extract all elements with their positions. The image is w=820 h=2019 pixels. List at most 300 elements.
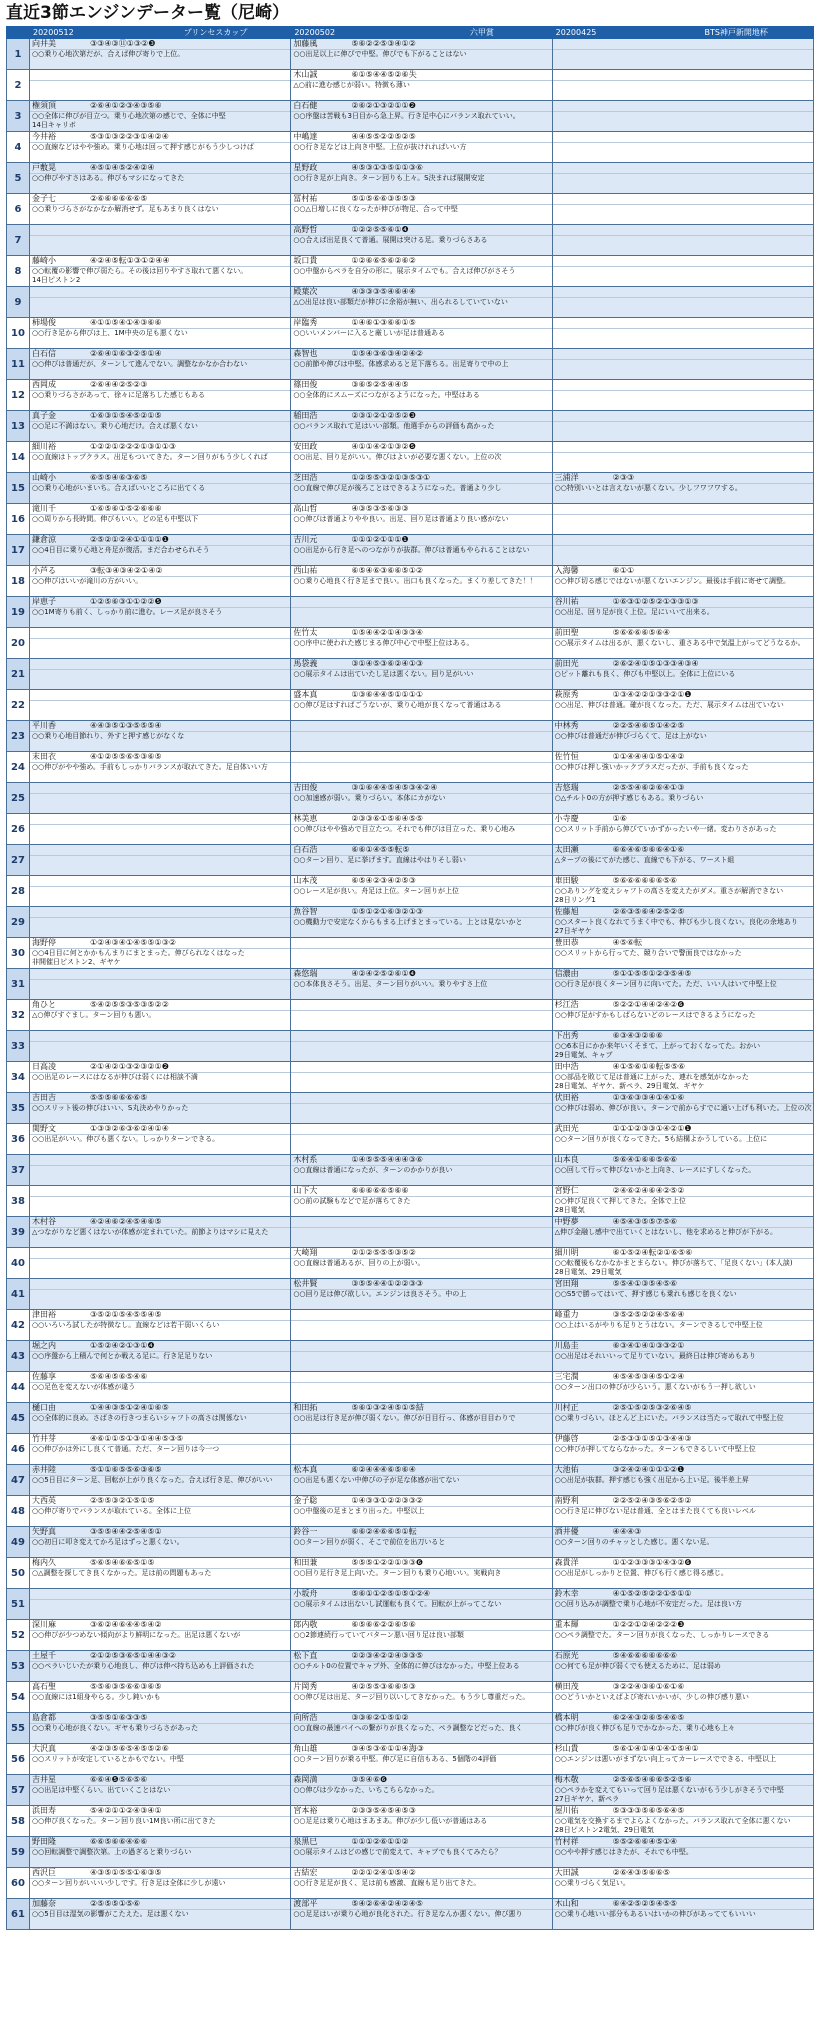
race-results: ③③⑥②①⑤①② bbox=[351, 1713, 409, 1722]
engine-comment: ○△チルト0の方が押す感じもある。乗りづらい bbox=[554, 794, 704, 802]
engine-comment: ○○乗りづらさがなかなか解消せず。足もあまり良くはない bbox=[32, 205, 219, 213]
race-results: ③②②④③⑥①⑥①⑥ bbox=[612, 1682, 685, 1691]
table-body bbox=[7, 39, 814, 1930]
racer-line bbox=[291, 132, 551, 143]
race-results: ②③③⑤④⑤④⑤③ bbox=[351, 1806, 416, 1815]
engine-cell bbox=[30, 1465, 291, 1496]
engine-comment: ○○機動力で安定なくからもまる上げまとまっている。上とは見ないかと bbox=[293, 918, 523, 926]
row-number: 57 bbox=[7, 1775, 30, 1806]
race-results: ①①①②⑥①①② bbox=[351, 1837, 409, 1846]
engine-cell bbox=[552, 566, 813, 597]
engine-comment: ○○足足はいが乗り心地が良化された。行き足なんか悪くない。伸び悪り bbox=[293, 1910, 523, 1918]
racer-line bbox=[553, 101, 813, 112]
engine-comment: ○○出足がしっかりと位置、伸びも行く感じ得る感じ。 bbox=[554, 1569, 728, 1577]
racer-line bbox=[30, 690, 290, 701]
engine-cell bbox=[30, 1496, 291, 1527]
racer-line bbox=[553, 1217, 813, 1228]
engine-cell bbox=[552, 1341, 813, 1372]
racer-name: 吉田吉 bbox=[32, 1093, 56, 1102]
racer-name: 日高凌 bbox=[32, 1062, 56, 1071]
engine-cell bbox=[552, 442, 813, 473]
engine-comment: ○○行き足などは上向き中堅。上位が抜けれればいい方 bbox=[293, 143, 467, 151]
row-number: 59 bbox=[7, 1837, 30, 1868]
engine-cell bbox=[291, 287, 552, 318]
racer-line bbox=[291, 1403, 551, 1414]
engine-comment: ○○乗り心地次第だが、合えば伸び寄りで上位。 bbox=[32, 50, 185, 58]
engine-cell bbox=[291, 1651, 552, 1682]
racer-line bbox=[553, 690, 813, 701]
engine-comment: ○○5日目にターン足、回転が上がり良くなった。合えば行き足、伸びがいい bbox=[32, 1476, 273, 1484]
race-results: ⑥③④①④①③③②① bbox=[612, 1341, 685, 1350]
row-number: 31 bbox=[7, 969, 30, 1000]
racer-line bbox=[553, 1899, 813, 1910]
racer-line bbox=[291, 1744, 551, 1755]
engine-comment: ○○本体良さそう。出足、ターン回りがいい。乗りやすさ上位 bbox=[293, 980, 488, 988]
racer-name: 星野政 bbox=[293, 163, 318, 172]
table-row bbox=[7, 1155, 814, 1186]
race-results: ③⑤⑤④④①②②③③ bbox=[351, 1279, 424, 1288]
race-results: ①④⑤⑤⑤④④④③⑥ bbox=[351, 1155, 424, 1164]
row-number: 42 bbox=[7, 1310, 30, 1341]
row-number: 28 bbox=[7, 876, 30, 907]
race-results: ⑤⑥①③②④⑤①⑤結 bbox=[351, 1403, 424, 1412]
racer-line bbox=[291, 938, 551, 949]
row-number: 61 bbox=[7, 1899, 30, 1930]
engine-comment: ○○6本日にかか来年いくそまて、上がっておくなってた。おかい bbox=[554, 1042, 761, 1050]
racer-line bbox=[553, 504, 813, 515]
engine-cell bbox=[291, 1868, 552, 1899]
engine-cell bbox=[552, 1434, 813, 1465]
race-results: ①④③③①②②③③② bbox=[351, 1496, 424, 1505]
table-row bbox=[7, 318, 814, 349]
table-row bbox=[7, 597, 814, 628]
table-row bbox=[7, 1558, 814, 1589]
row-number: 5 bbox=[7, 163, 30, 194]
engine-cell bbox=[30, 1651, 291, 1682]
race-results: ①②②①②②②①③①①③ bbox=[90, 442, 177, 451]
table-row bbox=[7, 783, 814, 814]
engine-cell bbox=[552, 1310, 813, 1341]
racer-line bbox=[291, 907, 551, 918]
racer-line bbox=[553, 938, 813, 949]
parts-note: 28日電気 bbox=[554, 1206, 585, 1214]
racer-line bbox=[553, 1124, 813, 1135]
racer-name: 泉黒巳 bbox=[293, 1837, 318, 1846]
table-row bbox=[7, 752, 814, 783]
engine-comment: ○○足色を変えないが体感が違う bbox=[32, 1383, 136, 1391]
engine-comment: ○○部品を敗じて足は普通に上がった、連れを感気がなかった bbox=[554, 1073, 749, 1081]
racer-line bbox=[291, 1527, 551, 1538]
engine-cell bbox=[291, 1372, 552, 1403]
engine-comment: ○○出足、回り足がいい。伸びはよいが必要な悪くない。上位の次 bbox=[293, 453, 502, 461]
racer-line bbox=[553, 1465, 813, 1476]
race-results: ②⑤⑤④⑥②⑥④①③ bbox=[612, 783, 685, 792]
racer-line bbox=[291, 628, 551, 639]
table-row bbox=[7, 101, 814, 132]
row-number: 35 bbox=[7, 1093, 30, 1124]
header-race-3 bbox=[552, 27, 813, 39]
engine-comment: ○○いろいろ試したが特徴なし。直線などは若干弱いくらい bbox=[32, 1321, 220, 1329]
race-results: ⑤⑤⑤⑥⑥⑥⑥⑤ bbox=[90, 1093, 148, 1102]
race-date: 20200502 bbox=[294, 28, 336, 37]
engine-cell bbox=[30, 1775, 291, 1806]
engine-comment: ○○ペラいじいたが乗り心地良し、伸びは伸べ持ち込めも上評価された bbox=[32, 1662, 255, 1670]
racer-line bbox=[30, 1682, 290, 1693]
racer-line bbox=[291, 1806, 551, 1817]
racer-line bbox=[553, 783, 813, 794]
engine-comment: ○○行き足が上向き。ターン回りも上々。S決まれば展開安定 bbox=[293, 174, 485, 182]
row-number: 24 bbox=[7, 752, 30, 783]
racer-line bbox=[553, 194, 813, 205]
racer-line bbox=[30, 1186, 290, 1197]
engine-cell bbox=[552, 1124, 813, 1155]
engine-cell bbox=[552, 1899, 813, 1930]
race-results: ②①④②①③②③②①❷ bbox=[90, 1062, 169, 1071]
racer-name: 渡部平 bbox=[293, 1899, 318, 1908]
racer-name: 佐藤享 bbox=[32, 1372, 56, 1381]
table-row bbox=[7, 690, 814, 721]
racer-line bbox=[30, 411, 290, 422]
engine-cell bbox=[552, 132, 813, 163]
race-results: ⑤①①⑤⑤①②③⑤④⑤ bbox=[612, 969, 692, 978]
racer-line bbox=[30, 318, 290, 329]
engine-comment: ○○出足がいい。伸びも悪くない。しっかりターンできる。 bbox=[32, 1135, 220, 1143]
engine-cell bbox=[291, 194, 552, 225]
racer-line bbox=[30, 752, 290, 763]
engine-cell bbox=[291, 1279, 552, 1310]
engine-cell bbox=[552, 1465, 813, 1496]
parts-note: 28日ピストン2電気、29日電気 bbox=[554, 1826, 654, 1834]
engine-comment: ○○回して行って伸びないかと上向き、レースにすしくなった。 bbox=[554, 1166, 756, 1174]
row-number: 1 bbox=[7, 39, 30, 70]
racer-name: 小芦る bbox=[32, 566, 56, 575]
engine-cell bbox=[30, 411, 291, 442]
race-results: ④①②⑤⑤⑥⑤③⑥⑤ bbox=[90, 752, 162, 761]
row-number: 37 bbox=[7, 1155, 30, 1186]
table-row bbox=[7, 1465, 814, 1496]
table-row bbox=[7, 907, 814, 938]
racer-line bbox=[291, 876, 551, 887]
table-row bbox=[7, 70, 814, 101]
racer-name: 土屋千 bbox=[32, 1651, 56, 1660]
row-number: 51 bbox=[7, 1589, 30, 1620]
table-row bbox=[7, 1713, 814, 1744]
engine-cell bbox=[552, 876, 813, 907]
racer-name: 金子七 bbox=[32, 194, 56, 203]
engine-cell bbox=[30, 1620, 291, 1651]
page-title: 直近3節エンジンデーター覧（尼崎） bbox=[6, 3, 289, 23]
racer-line bbox=[553, 1310, 813, 1321]
racer-name: 山崎小 bbox=[32, 473, 56, 482]
engine-comment: ○○電気を交換するまでよらよくなかった。バランス取れて全体に悪くない bbox=[554, 1817, 791, 1825]
engine-cell bbox=[552, 1713, 813, 1744]
racer-line bbox=[30, 1093, 290, 1104]
race-results: ⑥⑥①④⑤⑤転⑤ bbox=[351, 845, 410, 854]
table-row bbox=[7, 845, 814, 876]
racer-name: 谷川祐 bbox=[554, 597, 579, 606]
race-results: ②④⑥②④⑥④②⑤② bbox=[612, 1186, 685, 1195]
table-row bbox=[7, 1837, 814, 1868]
race-results: ⑥⑥④⑥⑤⑥⑥④①⑥ bbox=[612, 845, 685, 854]
racer-line bbox=[553, 1620, 813, 1631]
engine-comment: ○○何ても足が伸び弱くでも使えるために、足は弱め bbox=[554, 1662, 721, 1670]
engine-cell bbox=[552, 380, 813, 411]
engine-comment: ○○乗りづらさがあって、徐々に足落ちした感じもある bbox=[32, 391, 206, 399]
racer-line bbox=[30, 1465, 290, 1476]
racer-name: 岸恵子 bbox=[32, 597, 56, 606]
engine-cell bbox=[30, 1124, 291, 1155]
racer-name: 大沢真 bbox=[32, 1744, 56, 1753]
engine-comment: ○○直線の最速パイへの繋がりが良くなった、ペラ調整などだった、良く bbox=[293, 1724, 523, 1732]
racer-name: 角山雄 bbox=[293, 1744, 318, 1753]
row-number: 40 bbox=[7, 1248, 30, 1279]
race-results: ⑤⑤②⑥⑥④⑤①④ bbox=[612, 1837, 678, 1846]
race-results: ①⑥ bbox=[612, 814, 627, 823]
racer-line bbox=[30, 504, 290, 515]
race-results: ⑤⑤⑥③⑤⑥⑥③⑥⑤ bbox=[90, 1682, 162, 1691]
racer-name: 三宅潤 bbox=[554, 1372, 579, 1381]
racer-name: 西山祐 bbox=[293, 566, 318, 575]
engine-cell bbox=[291, 101, 552, 132]
racer-name: 宮本裕 bbox=[293, 1806, 318, 1815]
engine-comment: ○○ありングを変えシャフトの高さを変えたがダメ。重さが解消できない bbox=[554, 887, 784, 895]
engine-cell bbox=[552, 1279, 813, 1310]
engine-comment: ○○伸び足は出足、タージ回り以いしてきなかった。もう少し尊重だった。 bbox=[293, 1693, 530, 1701]
racer-line bbox=[30, 1775, 290, 1786]
racer-line bbox=[30, 721, 290, 732]
engine-cell bbox=[30, 194, 291, 225]
engine-comment: ○○スリット後の伸びはいい、S丸決めやりかった bbox=[32, 1104, 189, 1112]
engine-comment: ○○5日目は湿気の影響がこたえた。足は悪くない bbox=[32, 1910, 189, 1918]
racer-name: 木村谷 bbox=[32, 1217, 56, 1226]
race-results: ④⑤④③⑤⑤⑦⑤⑥ bbox=[612, 1217, 678, 1226]
racer-line bbox=[553, 225, 813, 236]
race-results: ⑥⑤④②③④②⑤③ bbox=[351, 876, 416, 885]
row-number: 11 bbox=[7, 349, 30, 380]
racer-line bbox=[291, 1868, 551, 1879]
engine-comment: ○○出足が抜群。押す感じも強く出足から上い足。後半差上昇 bbox=[554, 1476, 749, 1484]
race-results: ④③⑤①⑤⑤①⑥③⑤ bbox=[90, 1868, 162, 1877]
racer-line bbox=[291, 1558, 551, 1569]
engine-comment: ○○展示タイムはどの感じで前変えて、キャブでも良くてみたら？ bbox=[293, 1848, 502, 1856]
racer-line bbox=[291, 1713, 551, 1724]
race-results: ④②④⑤転①③①②④④ bbox=[90, 256, 170, 265]
race-results: ⑤③①③②②③①④②④ bbox=[90, 132, 169, 141]
table-row bbox=[7, 1031, 814, 1062]
race-results: ①⑥⑤⑥①⑤②⑥⑥⑥ bbox=[90, 504, 162, 513]
racer-line bbox=[553, 1403, 813, 1414]
engine-cell bbox=[30, 535, 291, 566]
racer-line bbox=[30, 287, 290, 298]
racer-line bbox=[291, 783, 551, 794]
engine-comment: ○○回転調整で調整次第。上の過ぎると乗りづらい bbox=[32, 1848, 192, 1856]
engine-cell bbox=[552, 1837, 813, 1868]
engine-comment: ○○転覆後もなかなかまとまらない。伸びが落ちて、「足良くない」(本人談) bbox=[554, 1259, 793, 1267]
racer-line bbox=[30, 814, 290, 825]
racer-name: 津田裕 bbox=[32, 1310, 56, 1319]
engine-cell bbox=[30, 1186, 291, 1217]
engine-comment: △○出足は良い部類だが伸びに余裕が無い、出られるしていていない bbox=[293, 298, 508, 306]
row-number: 13 bbox=[7, 411, 30, 442]
row-number: 17 bbox=[7, 535, 30, 566]
row-number: 30 bbox=[7, 938, 30, 969]
table-row bbox=[7, 411, 814, 442]
row-number: 23 bbox=[7, 721, 30, 752]
row-number: 19 bbox=[7, 597, 30, 628]
racer-name: 小寺慶 bbox=[554, 814, 579, 823]
engine-comment: ○○乗り心地良く行き足まで良い。出口も良くなった。まくり差してきた！！ bbox=[293, 577, 537, 585]
racer-name: 権須頂 bbox=[32, 101, 56, 110]
racer-name: 芝田浩 bbox=[293, 473, 318, 482]
racer-line bbox=[291, 225, 551, 236]
racer-name: 前田光 bbox=[554, 659, 579, 668]
race-results: ③①⑥④④⑤④⑤③④②④ bbox=[351, 783, 438, 792]
engine-comment: ○○伸びはいいが滝川の方がいい。 bbox=[32, 577, 143, 585]
table-row bbox=[7, 1341, 814, 1372]
racer-name: 鈴木幸 bbox=[554, 1589, 579, 1598]
racer-name: 角ひと bbox=[32, 1000, 56, 1009]
racer-line bbox=[553, 1248, 813, 1259]
engine-comment: ○○伸びやすさはある。伸びもマシになってきた bbox=[32, 174, 185, 182]
engine-cell bbox=[291, 1155, 552, 1186]
engine-comment: ○○スリット手前から伸びていかずかったいや一緒。変わりさがあった bbox=[554, 825, 777, 833]
racer-line bbox=[30, 163, 290, 174]
racer-line bbox=[30, 1806, 290, 1817]
engine-comment: ○○乗りづらく気足い。 bbox=[554, 1879, 630, 1887]
engine-comment: ○○初日に叩き変えてかろ足はずっと悪くない。 bbox=[32, 1538, 184, 1546]
racer-line bbox=[30, 535, 290, 546]
racer-line bbox=[291, 1093, 551, 1104]
engine-comment: ○○全体に伸びが目立つ。乗り心地次第の感じで、全体に中堅 bbox=[32, 112, 226, 120]
table-row bbox=[7, 1496, 814, 1527]
racer-line bbox=[30, 256, 290, 267]
row-number: 4 bbox=[7, 132, 30, 163]
engine-cell bbox=[30, 1279, 291, 1310]
racer-name: 深川麻 bbox=[32, 1620, 56, 1629]
engine-comment: ○○伸びが少つめない傾向がより鮮明になった。出足は悪くないが bbox=[32, 1631, 241, 1639]
row-number: 56 bbox=[7, 1744, 30, 1775]
racer-line bbox=[291, 1589, 551, 1600]
table-row bbox=[7, 380, 814, 411]
racer-name: 木村系 bbox=[293, 1155, 318, 1164]
engine-cell bbox=[291, 783, 552, 814]
race-results: ①②②①②④②②②❸ bbox=[612, 1620, 685, 1629]
racer-line bbox=[553, 1868, 813, 1879]
racer-line bbox=[553, 1806, 813, 1817]
racer-name: 入海馨 bbox=[554, 566, 579, 575]
race-results: ④③⑤③⑤⑥③③ bbox=[351, 504, 409, 513]
engine-cell bbox=[552, 1527, 813, 1558]
row-number: 15 bbox=[7, 473, 30, 504]
race-results: ①④⑥①③⑥⑥①⑤ bbox=[351, 318, 416, 327]
table-row bbox=[7, 969, 814, 1000]
racer-line bbox=[553, 1186, 813, 1197]
race-results: ④⑤①④⑤②④②④ bbox=[90, 163, 155, 172]
racer-name: 松本真 bbox=[293, 1465, 318, 1474]
engine-comment: ○○出足は行き足が伸び弱くない。伸びが日目行っ、体感が目目わりで bbox=[293, 1414, 516, 1422]
racer-name: 岸臨秀 bbox=[293, 318, 318, 327]
engine-comment: ○○序盤から上積んで何とか戦える足に。行き足足りない bbox=[32, 1352, 213, 1360]
engine-comment: ○○ペラかを変えてもいって回り足は悪くないがもう少しがきそうで中堅 bbox=[554, 1786, 784, 1794]
racer-name: 豊田恭 bbox=[554, 938, 579, 947]
race-results: ①③③②⑥③⑥②④①④ bbox=[90, 1124, 169, 1133]
race-results: ②⑥④④②⑤②③ bbox=[90, 380, 148, 389]
row-number: 21 bbox=[7, 659, 30, 690]
row-number: 39 bbox=[7, 1217, 30, 1248]
racer-name: 柿場俊 bbox=[32, 318, 56, 327]
race-results: ④①①④②①③②❺ bbox=[351, 442, 416, 451]
engine-cell bbox=[30, 1713, 291, 1744]
engine-comment: ○○行き足に伸びない足は普通、全とはまた良くても良いレベル bbox=[554, 1507, 756, 1515]
engine-comment: ○○中盤からペラを自分の形に。展示タイムでも。合えば伸びがさそう bbox=[293, 267, 516, 275]
racer-name: 車田駿 bbox=[554, 876, 579, 885]
engine-cell bbox=[552, 1651, 813, 1682]
race-results: ④②⑤⑤③⑥⑥⑤③ bbox=[351, 1682, 416, 1691]
racer-line bbox=[30, 938, 290, 949]
row-number: 6 bbox=[7, 194, 30, 225]
racer-name: 吉田俊 bbox=[293, 783, 318, 792]
engine-cell bbox=[30, 101, 291, 132]
racer-line bbox=[291, 287, 551, 298]
engine-comment: ○○足に不満はない。乗り心地だけ。合えば悪くない bbox=[32, 422, 198, 430]
racer-line bbox=[30, 1403, 290, 1414]
engine-comment: ○○直線には1組身やらる。少し鈍いかも bbox=[32, 1693, 161, 1701]
engine-cell bbox=[30, 1868, 291, 1899]
engine-comment: ○○直線はトップクラス。出足もついてきた。ターン回りがもう少しくれば bbox=[32, 453, 268, 461]
table-row bbox=[7, 287, 814, 318]
racer-line bbox=[30, 1744, 290, 1755]
racer-name: 太田瀬 bbox=[554, 845, 579, 854]
race-results: ①②④③④①④⑤⑤①③② bbox=[90, 938, 177, 947]
engine-cell bbox=[30, 1248, 291, 1279]
racer-name: 島倉都 bbox=[32, 1713, 56, 1722]
race-results: ①①①②①①①❶ bbox=[351, 535, 409, 544]
racer-name: 盛本真 bbox=[293, 690, 318, 699]
engine-cell bbox=[291, 1434, 552, 1465]
racer-line bbox=[30, 783, 290, 794]
racer-line bbox=[553, 1682, 813, 1693]
row-number: 7 bbox=[7, 225, 30, 256]
table-row bbox=[7, 225, 814, 256]
racer-line bbox=[30, 1558, 290, 1569]
row-number: 34 bbox=[7, 1062, 30, 1093]
racer-name: 真子金 bbox=[32, 411, 56, 420]
row-number: 48 bbox=[7, 1496, 30, 1527]
racer-line bbox=[30, 1372, 290, 1383]
engine-cell bbox=[552, 1186, 813, 1217]
engine-comment: ○○乗りづらい。ほとんど上にいた。バランスは当たって取れて中堅上位 bbox=[554, 1414, 784, 1422]
table-row bbox=[7, 938, 814, 969]
engine-comment: ○○序盤は苦戦も3日目から急上昇。行き足中心にバランス取れていい。 bbox=[293, 112, 520, 120]
engine-cell bbox=[552, 1093, 813, 1124]
engine-cell bbox=[291, 39, 552, 70]
engine-comment: ○○△日増しに良くなったが伸びが物足、合って中堅 bbox=[293, 205, 458, 213]
engine-cell bbox=[291, 845, 552, 876]
engine-cell bbox=[552, 814, 813, 845]
engine-comment: ○○出足以上に伸びで中堅。伸びでも下がることはない bbox=[293, 50, 467, 58]
engine-cell bbox=[291, 1217, 552, 1248]
engine-cell bbox=[30, 938, 291, 969]
engine-cell bbox=[30, 132, 291, 163]
engine-comment: ○ピット離れも良く、伸びも中堅以上。全体に上位にいる bbox=[554, 670, 736, 678]
engine-comment: △つながりなど悪くはないが体感が定まれていた。前節よりはマシに見えた bbox=[32, 1228, 269, 1236]
racer-name: 木山誠 bbox=[293, 70, 318, 79]
engine-comment: ○○伸びかは外にし良くて普通。ただ、ターン回りは今一つ bbox=[32, 1445, 220, 1453]
engine-cell bbox=[30, 1341, 291, 1372]
engine-cell bbox=[291, 1000, 552, 1031]
engine-cell bbox=[291, 1124, 552, 1155]
race-date: 20200512 bbox=[33, 28, 74, 37]
